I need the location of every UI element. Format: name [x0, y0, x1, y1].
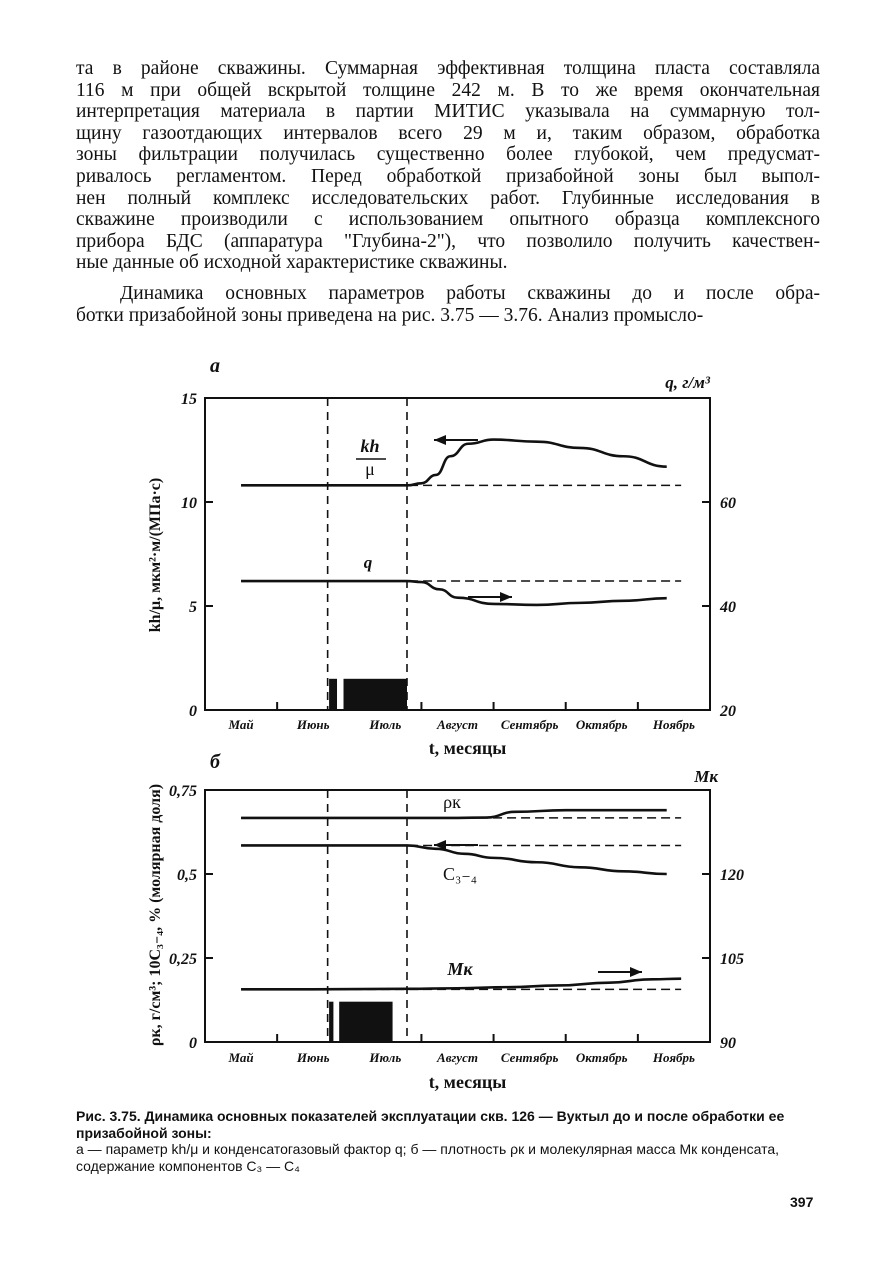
y-tick-label: 0,5 [177, 867, 197, 884]
x-tick-label: Октябрь [575, 717, 628, 732]
x-tick-label: Ноябрь [652, 717, 695, 732]
x-axis-title: t, месяцы [428, 738, 507, 758]
paragraph2-line: Динамика основных параметров работы скважины до и после обра- [120, 283, 820, 304]
series-label-mu: μ [365, 459, 375, 479]
y-tick-label: 10 [181, 495, 197, 512]
x-tick-label: Июль [369, 1050, 402, 1065]
paragraph1-line: нен полный комплекс исследовательских работ. Глубинные исследования в [76, 187, 820, 209]
y-tick-label: 5 [189, 599, 197, 616]
x-tick-label: Сентябрь [500, 1050, 559, 1065]
paragraph1-line: 116 м при общей вскрытой толщине 242 м. В то же время окончательная [76, 79, 820, 101]
x-tick-label: Май [228, 1050, 254, 1065]
chart-a [147, 355, 736, 758]
y-axis-title: kh/μ, мкм²·м/(МПа·с) [147, 477, 164, 633]
x-axis-title: t, месяцы [428, 1072, 507, 1092]
y2-tick-label: 60 [720, 495, 736, 512]
x-tick-label: Октябрь [575, 1050, 628, 1065]
chart-b [147, 751, 744, 1092]
series-line [241, 440, 667, 486]
series-label-mk: Mк [447, 959, 473, 979]
y2-tick-label: 20 [720, 703, 736, 720]
series-label-q: q [363, 553, 373, 572]
treatment-bar [339, 1002, 392, 1042]
y-tick-label: 0 [189, 1035, 197, 1052]
x-tick-label: Июль [369, 717, 402, 732]
y2-axis-title: q, г/м³ [665, 373, 710, 392]
paragraph1-line: интерпретация материала в партии МИТИС указывала на суммарную тол- [76, 101, 820, 123]
paragraph1-line: ривалось регламентом. Перед обработкой призабойной зоны был выпол- [76, 165, 820, 187]
figure-caption [76, 1108, 820, 1174]
y-tick-label: 0,75 [169, 783, 197, 800]
arrow-head [630, 967, 642, 977]
series-label-rho: ρк [443, 792, 461, 812]
caption-title: Рис. 3.75. Динамика основных показателей эксплуатации скв. 126 — Вуктыл до и после обработки ее призабойной зоны: [76, 1108, 785, 1141]
treatment-bar [329, 1002, 333, 1042]
arrow-head [434, 435, 446, 445]
caption-body: а — параметр kh/μ и конденсатогазовый фактор q; б — плотность ρк и молекулярная масса Mк конденсата, содержание компонентов C₃ — C₄ [76, 1141, 780, 1174]
y2-tick-label: 40 [720, 599, 736, 616]
x-tick-label: Июнь [296, 717, 330, 732]
paragraph1-line: прибора БДС (аппаратура "Глубина-2"), что позволило получить качествен- [76, 230, 820, 252]
y-tick-label: 0 [189, 703, 197, 720]
y-axis-title: ρк, г/см³; 10C₃₋₄, % (молярная доля) [147, 783, 164, 1047]
series-label-kh: kh [360, 436, 380, 456]
panel-label: б [210, 751, 220, 773]
x-tick-label: Сентябрь [500, 717, 559, 732]
page-number: 397 [790, 1194, 814, 1210]
arrow-head [500, 592, 512, 602]
y-tick-label: 0,25 [169, 951, 197, 968]
y2-tick-label: 120 [720, 867, 744, 884]
paragraph1-line: зоны фильтрации получилась существенно более глубокой, чем предусмат- [76, 144, 820, 166]
paragraph1-line: щину газоотдающих интервалов всего 29 м и, таким образом, обработка [76, 122, 820, 144]
series-line [241, 581, 667, 605]
paragraph2-line: ботки призабойной зоны приведена на рис. 3.75 — 3.76. Анализ промысло- [76, 304, 704, 326]
x-tick-label: Май [228, 717, 254, 732]
y2-tick-label: 105 [720, 951, 744, 968]
x-tick-label: Июнь [296, 1050, 330, 1065]
y2-tick-label: 90 [720, 1035, 736, 1052]
series-line [241, 979, 681, 990]
paragraph1-line: ные данные об исходной характеристике скважины. [76, 252, 508, 274]
plot-frame [205, 790, 710, 1042]
plot-frame [205, 398, 710, 710]
series-label-c34: C₃₋₄ [442, 864, 478, 884]
x-tick-label: Ноябрь [652, 1050, 695, 1065]
paragraph1-line: та в районе скважины. Суммарная эффективная толщина пласта составляла [76, 58, 820, 79]
treatment-bar [344, 679, 407, 710]
treatment-bar [329, 679, 337, 710]
x-tick-label: Август [437, 717, 478, 732]
paragraph1-line: скважине производили с использованием опытного образца комплексного [76, 209, 820, 231]
panel-label: а [210, 355, 220, 377]
x-tick-label: Август [437, 1050, 478, 1065]
y-tick-label: 15 [181, 391, 197, 408]
y2-axis-title: Mк [694, 767, 718, 786]
